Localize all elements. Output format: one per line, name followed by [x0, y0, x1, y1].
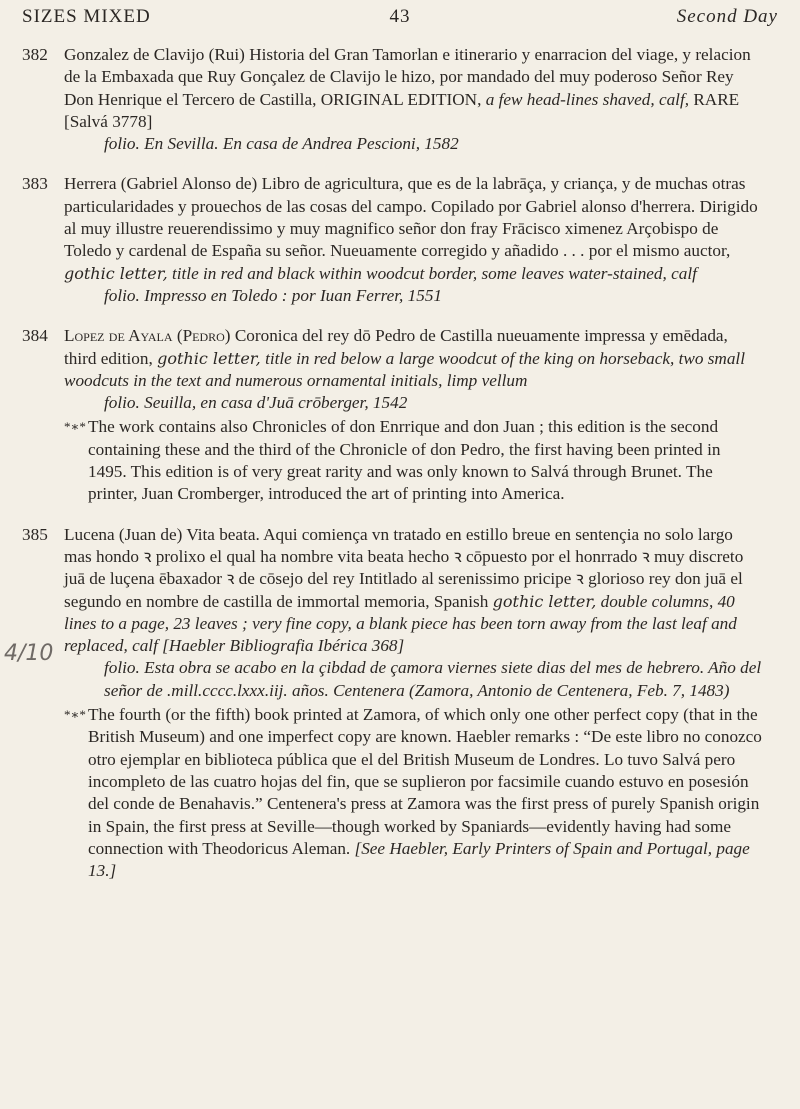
lot-title: Historia del Gran Tamorlan e itinerario y enarracion del viage, y relacion de la Embaxada que Ruy Gonçalez de Clavijo le hizo, por mandado del muy poderoso Señor Rey Don Henrique el Tercero de Castilla,: [64, 45, 751, 109]
note-text: The fourth (or the fifth) book printed at Zamora, of which only one other perfect copy (that in the British Museum) and one imperfect copy are known. Haebler remarks : “De este libro no conozco otro ejemplar en biblioteca pública que el del British Museum de Londres. Lo tuvo Salvá pero incompleto de las cuatro hojas del fin, que se suplieron por facsimile cuando estuvo en posesión del conde de Benahavis.” Centenera's press at Zamora was the first press of purely Spanish origin in Spain, the first press at Seville—though worked by Spaniards—evidently having had some connection with Theodoricus Aleman.: [88, 705, 762, 858]
asterism: *∗*: [64, 707, 86, 723]
page-header: [22, 6, 778, 32]
lot-type: gothic letter,: [492, 591, 597, 611]
lot-384: [22, 325, 762, 505]
lot-author: Lopez de Ayala (Pedro): [64, 326, 231, 346]
lot-description: double columns, 40 lines to a page, 23 leaves ; very fine copy, a blank piece has been torn away from the last leaf and replaced, calf [Haebler Bibliografia Ibérica 368]: [64, 591, 737, 656]
lot-number: 385: [22, 524, 48, 544]
note-text: The work contains also Chronicles of don Enrrique and don Juan ; this edition is the second containing these and the third of the Chronicle of don Pedro, the first having been printed in 1495. This edition is of very great rarity and was only known to Salvá through Brunet. The printer, Juan Cromberger, introduced the art of printing into America.: [88, 417, 721, 504]
lot-author: Lucena (Juan de): [64, 524, 183, 544]
lot-description: a few head-lines shaved, calf,: [485, 89, 690, 109]
lot-colophon: folio. Esta obra se acabo en la çibdad de çamora viernes siete dias del mes de hebrero. Año del señor de .mill.cccc.lxxx.iij. años. Centenera (Zamora, Antonio de Centenera, Feb. 7, 1483): [104, 658, 762, 700]
page-number: 43: [389, 6, 411, 27]
lot-rarity: RARE: [693, 89, 740, 109]
handwritten-margin-note: 4/10: [4, 641, 54, 666]
lot-number: 383: [22, 174, 48, 194]
lot-title: Vita beata. Aqui comiença vn tratado en estillo breue en sentençia no solo largo mas hondo ꝛ prolixo el qual ha nombre vita beata hecho ꝛ cōpuesto por el honrrado ꝛ muy discreto juā de luçena ēbaxador ꝛ de cōsejo del rey Intitlado al serenissimo pricipe ꝛ glorioso rey don juā el segundo en nombre de castilla de immortal memoria, Spanish: [64, 524, 744, 611]
lot-reference: [Salvá 3778]: [64, 111, 153, 131]
lot-colophon: folio. En Sevilla. En casa de Andrea Pescioni, 1582: [104, 134, 459, 154]
lot-edition: ORIGINAL EDITION,: [320, 89, 482, 109]
lot-note: [64, 704, 762, 882]
lot-description: title in red below a large woodcut of the king on horseback, two small woodcuts in the text and numerous ornamental initials, limp vellum: [64, 348, 745, 390]
lot-author: Herrera (Gabriel Alonso de): [64, 174, 258, 194]
lot-type: gothic letter,: [157, 348, 261, 368]
lot-383: [22, 173, 762, 307]
lot-title: Coronica del rey dō Pedro de Castilla nueuamente impressa y emēdada, third edition,: [64, 326, 728, 368]
catalogue-entries: [22, 44, 762, 900]
lot-note: [64, 416, 762, 505]
lot-description: title in red and black within woodcut border, some leaves water-stained, calf: [171, 263, 697, 283]
note-reference: [See Haebler, Early Printers of Spain and Portugal, page 13.]: [88, 838, 750, 881]
lot-colophon: folio. Impresso en Toledo : por Iuan Ferrer, 1551: [104, 285, 443, 305]
running-head-left: SIZES MIXED: [22, 6, 151, 27]
asterism: *∗*: [64, 419, 86, 435]
lot-number: 382: [22, 45, 48, 64]
lot-type: gothic letter,: [64, 263, 168, 283]
lot-title: Libro de agricultura, que es de la labrāça, y criança, y de muchas otras particularidades y prouechos de las cosas del campo. Copilado por Gabriel alonso d'herrera. Dirigido al muy illustre reuerendissimo y muy magnifico señor don fray Frācisco ximenez Arçobispo de Toledo y cardenal de España su señor. Nueuamente corregido y añadido . . . por el mismo auctor,: [64, 174, 758, 261]
lot-colophon: folio. Seuilla, en casa d'Juā crōberger, 1542: [104, 393, 408, 413]
lot-382: [22, 44, 762, 155]
running-head-right: Second Day: [676, 6, 778, 27]
lot-385: [22, 524, 762, 883]
lot-number: 384: [22, 326, 48, 346]
lot-author: Gonzalez de Clavijo (Rui): [64, 45, 245, 64]
